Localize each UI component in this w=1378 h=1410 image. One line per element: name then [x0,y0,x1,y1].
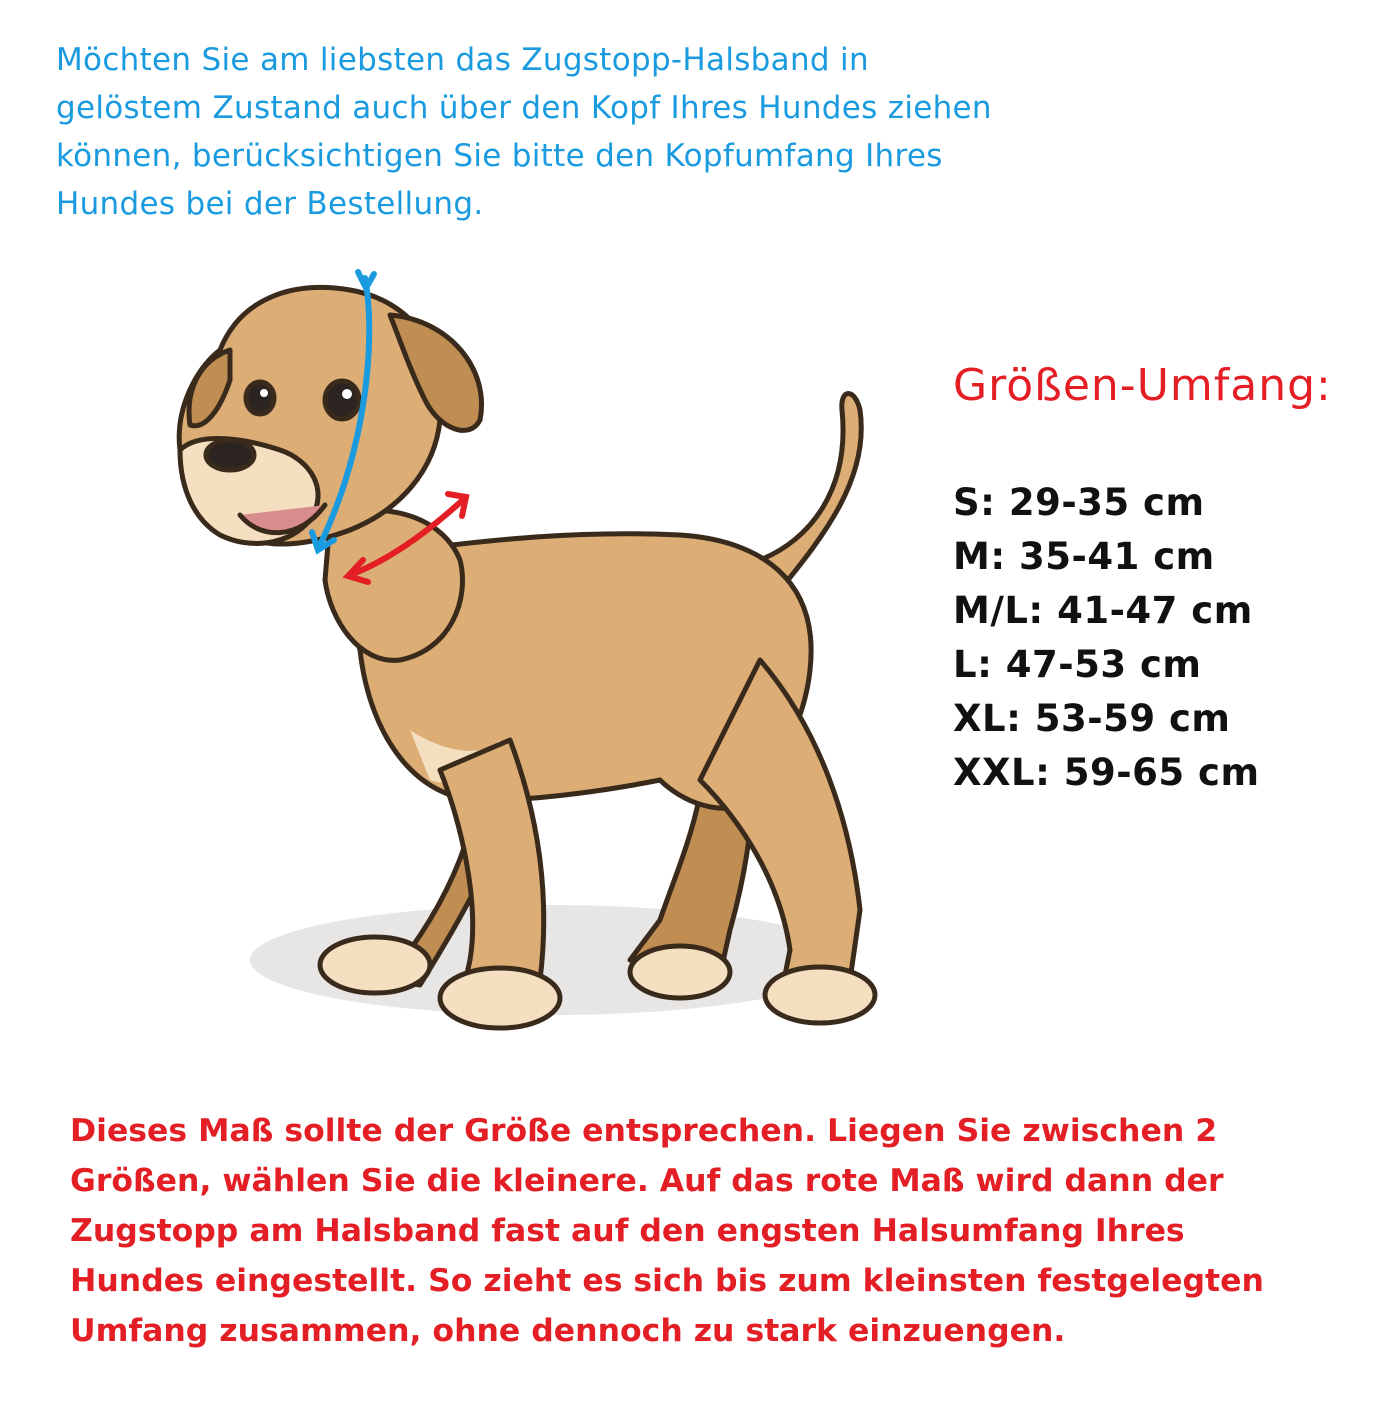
paw-back-near [765,967,875,1023]
paw-front-near [440,968,560,1028]
eye-left [246,382,274,414]
paw-front-far [320,937,430,993]
size-item-ml: M/L: 41-47 cm [953,589,1253,632]
eye-right-highlight [342,389,352,399]
measurement-note [70,1106,1360,1356]
intro-line: können, berücksichtigen Sie bitte den Kopfumfang Ihres [56,138,943,174]
note-line: Größen, wählen Sie die kleinere. Auf das rote Maß wird dann der [70,1163,1224,1199]
tail [760,394,861,591]
paw-back-far [630,946,730,998]
size-item-m: M: 35-41 cm [953,535,1215,578]
size-chart-title: Größen-Umfang: [953,360,1332,411]
eye-right [325,381,359,419]
eye-left-highlight [260,389,268,397]
intro-text [56,36,1146,228]
note-line: Zugstopp am Halsband fast auf den engsten Halsumfang Ihres [70,1213,1185,1249]
note-line: Umfang zusammen, ohne dennoch zu stark einzuengen. [70,1313,1066,1349]
dog-illustration [160,260,920,1060]
intro-line: gelöstem Zustand auch über den Kopf Ihres Hundes ziehen [56,90,992,126]
intro-line: Hundes bei der Bestellung. [56,186,484,222]
size-list [953,476,1260,800]
size-item-xxl: XXL: 59-65 cm [953,751,1260,794]
size-item-xl: XL: 53-59 cm [953,697,1231,740]
intro-line: Möchten Sie am liebsten das Zugstopp-Halsband in [56,42,869,78]
nose [206,440,254,470]
size-item-l: L: 47-53 cm [953,643,1202,686]
size-item-s: S: 29-35 cm [953,481,1205,524]
dog-drawing [160,260,920,1060]
note-line: Dieses Maß sollte der Größe entsprechen. Liegen Sie zwischen 2 [70,1113,1218,1149]
note-line: Hundes eingestellt. So zieht es sich bis zum kleinsten festgelegten [70,1263,1264,1299]
